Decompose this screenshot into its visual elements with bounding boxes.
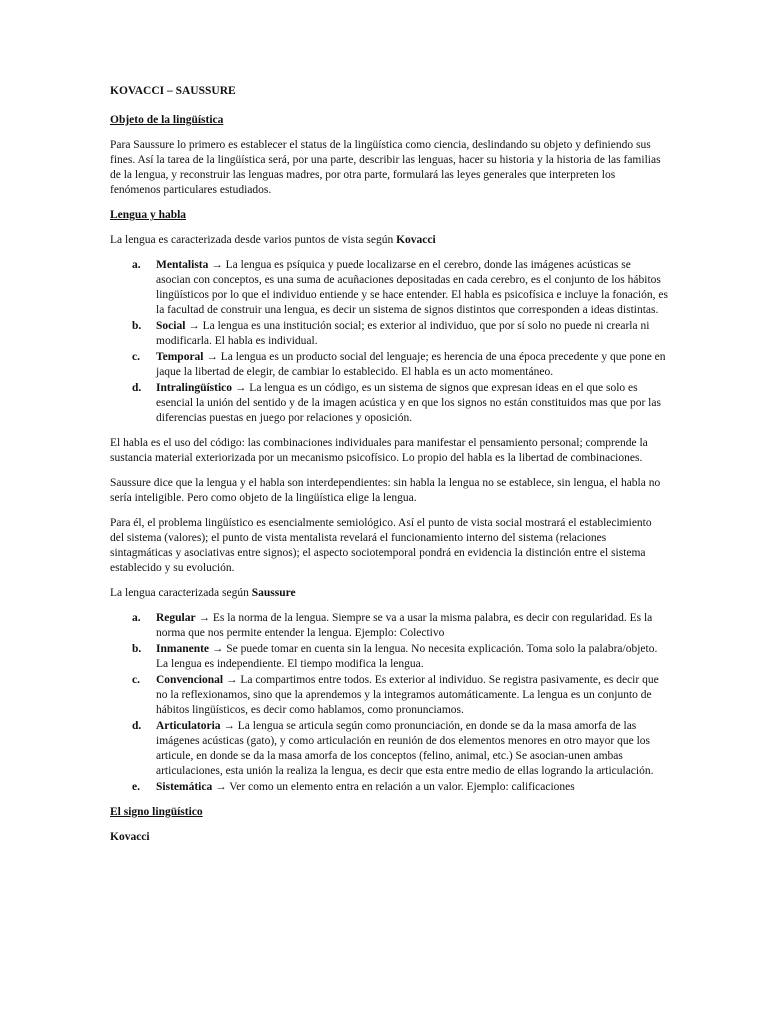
paragraph-objeto: Para Saussure lo primero es establecer el status de la lingüística como ciencia, deslindando su objeto y definiendo sus fines. Así la tarea de la lingüística será, por una parte, describir las lenguas, hacer su historia y la historia de las familias de la lengua, y reconstruir las lenguas madres, por otra parte, formulará las leyes generales que interpreten los fenómenos particulares estudiados. [110,139,661,196]
list-term: Intralingüístico [156,382,233,394]
list-term: Sistemática [156,781,213,793]
document-title: KOVACCI – SAUSSURE [110,85,236,97]
arrow-icon: → [215,781,227,793]
intro-author: Saussure [251,587,296,599]
list-item [110,319,668,349]
list-marker: b. [132,643,142,655]
list-term: Regular [156,612,196,624]
paragraph-intro-saussure [110,586,668,601]
list-term: Articulatoria [156,720,221,732]
list-item [110,258,668,318]
list-item [110,673,668,718]
kovacci-list [110,258,668,426]
list-marker: e. [132,781,140,793]
subheading-kovacci: Kovacci [110,831,150,843]
list-marker: d. [132,720,142,732]
list-marker: a. [132,612,141,624]
arrow-icon: → [198,612,210,624]
list-item [110,780,668,795]
arrow-icon: → [223,720,235,732]
list-text: La lengua es una institución social; es exterior al individuo, que por sí solo no puede ni crearla ni modificarla. El habla es individual. [156,320,650,347]
list-marker: a. [132,259,141,271]
paragraph-interdependencia: Saussure dice que la lengua y el habla son interdependientes: sin habla la lengua no se establece, sin lengua, el habla no sería inteligible. Pero como objeto de la lingüística elige la lengua. [110,477,661,504]
arrow-icon: → [211,259,223,271]
list-text: Se puede tomar en cuenta sin la lengua. No necesita explicación. Toma solo la palabra/objeto. La lengua es independiente. El tiempo modifica la lengua. [156,643,658,670]
list-text: La lengua es un producto social del lenguaje; es herencia de una época precedente y que pone en jaque la libertad de elegir, de cambiar lo establecido. El habla es un acto momentáneo. [156,351,666,378]
list-item [110,642,668,672]
intro-text: La lengua caracterizada según [110,587,252,599]
list-item [110,381,668,426]
saussure-list [110,611,668,795]
section-heading-signo: El signo lingüístico [110,806,203,818]
list-text: La lengua es psíquica y puede localizarse en el cerebro, donde las imágenes acústicas se asocian con conceptos, es una suma de acuñaciones depositadas en cada cerebro, es el conjunto de los hábitos lingüísticos por lo que el individuo entiende y se hace entender. El habla es psicofísica e incluye la fonación, es la facultad de construir una lengua, es decir un sistema de signos distintos que corresponden a ideas distintas. [156,259,668,316]
list-term: Inmanente [156,643,210,655]
list-term: Convencional [156,674,224,686]
section-heading-lengua-habla: Lengua y habla [110,209,187,221]
list-text: La lengua es un código, es un sistema de signos que expresan ideas en el que solo es esencial la unión del sentido y de la imagen acústica y en que los signos no están constituidos mas que por las diferencias puestas en juego por relaciones y oposición. [156,382,661,424]
list-item [110,719,668,779]
arrow-icon: → [211,643,224,655]
paragraph-habla: El habla es el uso del código: las combinaciones individuales para manifestar el pensamiento personal; comprende la sustancia material exteriorizada por un mecanismo psicofísico. Lo propio del habla es la libertad de combinaciones. [110,437,648,464]
arrow-icon: → [225,674,238,686]
list-marker: b. [132,320,142,332]
list-text: La lengua se articula según como pronunciación, en donde se da la masa amorfa de las imágenes acústicas (gato), y como articulación en reunión de dos elementos menores en otro mayor que los articule, en donde se da la masa amorfa de los conceptos (felino, animal, etc.) Se asocian-unen ambas articulaciones, esta unión la realiza la lengua, es decir que esta entre medio de ellas logrando la articulación. [156,720,654,777]
list-marker: c. [132,674,140,686]
arrow-icon: → [206,351,218,363]
list-text: La compartimos entre todos. Es exterior al individuo. Se registra pasivamente, es decir que no la reflexionamos, sino que la aprendemos y la integramos automáticamente. La lengua es un conjunto de hábitos lingüísticos, es decir como hablamos, como pronunciamos. [156,674,659,716]
list-text: Ver como un elemento entra en relación a un valor. Ejemplo: calificaciones [226,781,575,793]
list-term: Temporal [156,351,204,363]
list-marker: c. [132,351,140,363]
list-marker: d. [132,382,142,394]
intro-author: Kovacci [396,234,436,246]
paragraph-semiologico: Para él, el problema lingüístico es esencialmente semiológico. Así el punto de vista social mostrará el establecimiento del sistema (valores); el punto de vista mentalista revelará el funcionamiento interno del sistema (relaciones sintagmáticas y asociativas entre signos); el aspecto sociotemporal pondrá en evidencia la distinción entre el sistema establecido y su evolución. [110,517,652,574]
list-term: Social [156,320,186,332]
arrow-icon: → [188,320,200,332]
section-heading-objeto: Objeto de la lingüística [110,114,224,126]
arrow-icon: → [234,382,247,394]
paragraph-intro-kovacci [110,233,668,248]
list-term: Mentalista [156,259,209,271]
list-item [110,350,668,380]
intro-text: La lengua es caracterizada desde varios puntos de vista según [110,234,397,246]
list-text: Es la norma de la lengua. Siempre se va a usar la misma palabra, es decir con regularidad. Es la norma que nos permite entender la lengua. Ejemplo: Colectivo [156,612,653,639]
list-item [110,611,668,641]
